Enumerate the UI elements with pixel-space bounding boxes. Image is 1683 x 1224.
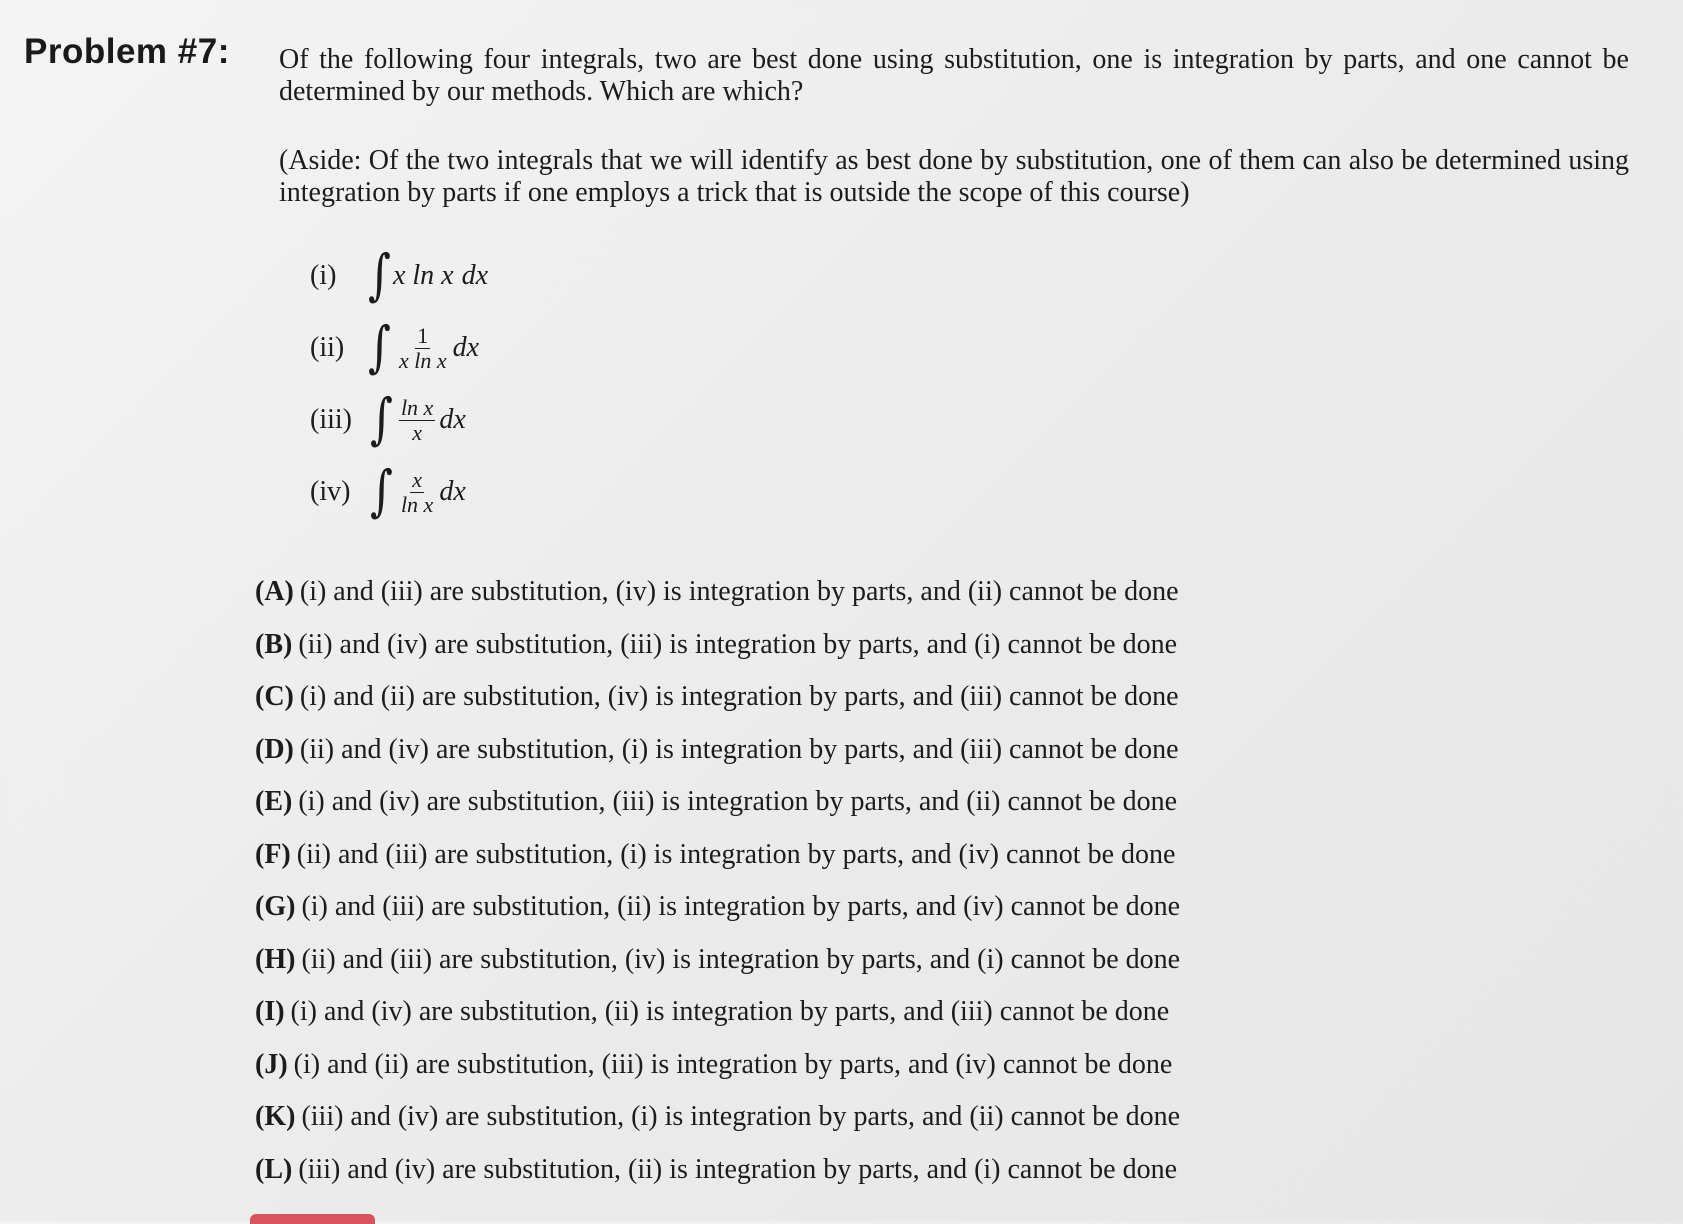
differential: dx	[439, 476, 466, 507]
submit-tab[interactable]	[250, 1214, 375, 1224]
choice-f[interactable]	[255, 829, 1180, 882]
choice-letter: (G)	[255, 891, 296, 922]
choice-letter: (F)	[255, 838, 291, 870]
choice-letter: (H)	[255, 943, 296, 975]
integral-iii	[310, 384, 488, 456]
choice-letter: (A)	[255, 576, 294, 607]
choice-letter: (E)	[255, 786, 293, 817]
numerator: x	[412, 466, 423, 492]
choice-b[interactable]	[255, 619, 1180, 672]
integrand: x ln x	[392, 260, 454, 291]
choice-text: (i) and (ii) are substitution, (iv) is integration by parts, and (iii) cannot be done	[299, 681, 1179, 712]
choice-l[interactable]	[255, 1144, 1180, 1197]
choice-text: (iii) and (iv) are substitution, (i) is integration by parts, and (ii) cannot be done	[301, 1101, 1181, 1132]
choice-text: (i) and (iv) are substitution, (ii) is integration by parts, and (iii) cannot be done	[290, 996, 1170, 1027]
integral-label: (ii)	[310, 332, 345, 363]
numerator: ln x	[400, 394, 434, 420]
choice-letter: (L)	[255, 1153, 293, 1185]
integral-label: (iv)	[310, 476, 351, 507]
integral-i	[310, 240, 488, 312]
aside-text: (Aside: Of the two integrals that we will identify as best done by substitution, one of them can also be determined using integration by parts if one employs a trick that is outside the scope of this course)	[279, 145, 1629, 208]
choice-text: (iii) and (iv) are substitution, (ii) is integration by parts, and (i) cannot be done	[298, 1153, 1177, 1185]
choice-text: (ii) and (iv) are substitution, (i) is integration by parts, and (iii) cannot be done	[299, 733, 1179, 765]
differential: dx	[461, 260, 489, 291]
answer-choices	[255, 566, 1180, 1196]
integral-label: (iii)	[310, 404, 352, 435]
choice-e[interactable]	[255, 776, 1180, 829]
choice-c[interactable]	[255, 671, 1180, 724]
choice-letter: (J)	[255, 1048, 288, 1080]
integral-sign-icon: ∫	[370, 387, 393, 452]
choice-text: (i) and (iii) are substitution, (ii) is integration by parts, and (iv) cannot be done	[301, 891, 1181, 922]
choice-a[interactable]	[255, 566, 1180, 619]
denominator: x ln x	[398, 347, 447, 373]
integral-label: (i)	[310, 260, 337, 291]
differential: dx	[452, 332, 480, 363]
choice-text: (ii) and (iv) are substitution, (iii) is integration by parts, and (i) cannot be done	[298, 628, 1177, 660]
choice-letter: (D)	[255, 733, 294, 765]
choice-letter: (B)	[255, 628, 293, 660]
choice-letter: (K)	[255, 1101, 296, 1132]
choice-text: (i) and (iv) are substitution, (iii) is integration by parts, and (ii) cannot be done	[298, 786, 1177, 817]
choice-k[interactable]	[255, 1091, 1180, 1144]
choice-g[interactable]	[255, 881, 1180, 934]
integral-sign-icon: ∫	[370, 459, 393, 524]
integral-sign-icon: ∫	[368, 315, 391, 380]
choice-text: (i) and (ii) are substitution, (iii) is integration by parts, and (iv) cannot be done	[293, 1048, 1173, 1080]
choice-i[interactable]	[255, 986, 1180, 1039]
choice-j[interactable]	[255, 1039, 1180, 1092]
fraction	[397, 324, 449, 373]
denominator: x	[412, 419, 423, 445]
choice-letter: (I)	[255, 996, 285, 1027]
integral-list	[310, 240, 488, 528]
problem-label: Problem #7:	[24, 32, 230, 71]
denominator: ln x	[400, 491, 434, 517]
fraction	[399, 468, 435, 517]
choice-text: (ii) and (iii) are substitution, (iv) is integration by parts, and (i) cannot be done	[301, 943, 1181, 975]
choice-h[interactable]	[255, 934, 1180, 987]
numerator: 1	[417, 322, 429, 348]
integral-sign-icon: ∫	[368, 243, 391, 308]
differential: dx	[439, 404, 466, 435]
integral-iv	[310, 456, 488, 528]
choice-text: (i) and (iii) are substitution, (iv) is integration by parts, and (ii) cannot be done	[299, 576, 1179, 607]
choice-text: (ii) and (iii) are substitution, (i) is integration by parts, and (iv) cannot be done	[296, 838, 1176, 870]
choice-letter: (C)	[255, 681, 294, 712]
question-text: Of the following four integrals, two are best done using substitution, one is integration by parts, and one cannot be determined by our methods. Which are which?	[279, 44, 1629, 107]
choice-d[interactable]	[255, 724, 1180, 777]
integral-ii	[310, 312, 488, 384]
fraction	[399, 396, 435, 445]
